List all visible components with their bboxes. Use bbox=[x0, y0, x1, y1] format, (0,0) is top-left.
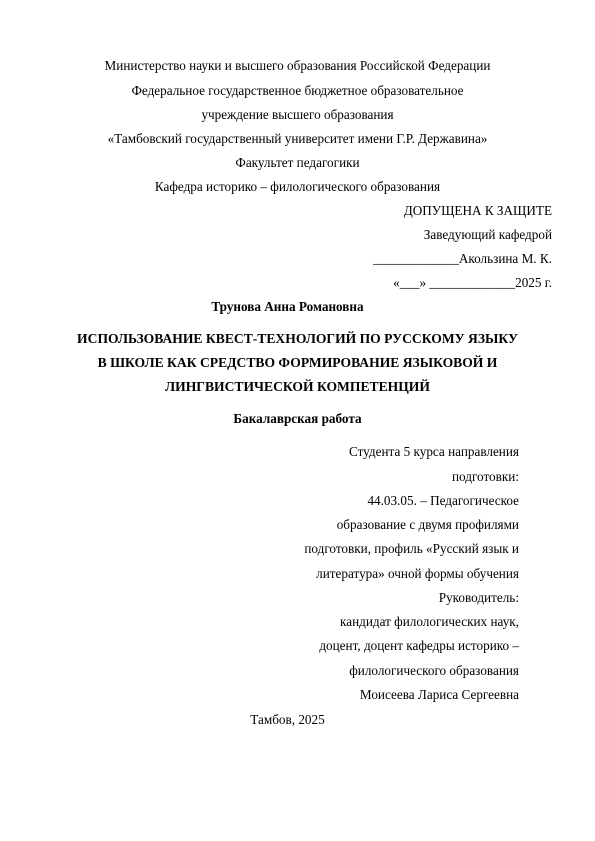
supervisor-label: Руководитель: bbox=[438, 590, 519, 605]
student-info-line-5: подготовки, профиль «Русский язык и bbox=[304, 541, 519, 556]
department-name: Кафедра историко – филологического образования bbox=[154, 179, 441, 194]
approval-date: «___» _____________2025 г. bbox=[393, 275, 552, 290]
institution-line-2: учреждение высшего образования bbox=[201, 107, 394, 122]
thesis-title-line-2: В ШКОЛЕ КАК СРЕДСТВО ФОРМИРОВАНИЕ ЯЗЫКОВОЙ И bbox=[97, 355, 498, 370]
ministry-line: Министерство науки и высшего образования Российской Федерации bbox=[104, 58, 491, 73]
student-info-line-1: Студента 5 курса направления bbox=[348, 444, 519, 459]
supervisor-degree: кандидат филологических наук, bbox=[340, 614, 519, 629]
thesis-title-line-1: ИСПОЛЬЗОВАНИЕ КВЕСТ-ТЕХНОЛОГИЙ ПО РУССКОМУ ЯЗЫКУ bbox=[77, 331, 518, 346]
supervisor-department: филологического образования bbox=[349, 663, 519, 678]
student-info-line-3: 44.03.05. – Педагогическое bbox=[367, 493, 519, 508]
student-info-line-4: образование с двумя профилями bbox=[336, 517, 519, 532]
supervisor-name: Моисеева Лариса Сергеевна bbox=[359, 687, 519, 702]
institution-line-1: Федеральное государственное бюджетное образовательное bbox=[131, 83, 464, 98]
university-name: «Тамбовский государственный университет имени Г.Р. Державина» bbox=[107, 131, 488, 146]
supervisor-position: доцент, доцент кафедры историко – bbox=[319, 638, 519, 653]
city-year: Тамбов, 2025 bbox=[250, 712, 325, 727]
department-head-signature: _____________Акользина М. К. bbox=[373, 251, 552, 266]
thesis-type: Бакалаврская работа bbox=[233, 411, 362, 426]
thesis-title-line-3: ЛИНГВИСТИЧЕСКОЙ КОМПЕТЕНЦИЙ bbox=[165, 379, 430, 394]
author-name: Трунова Анна Романовна bbox=[211, 299, 364, 314]
approval-status: ДОПУЩЕНА К ЗАЩИТЕ bbox=[403, 203, 552, 218]
student-info-line-2: подготовки: bbox=[451, 469, 519, 484]
student-info-line-6: литература» очной формы обучения bbox=[316, 566, 519, 581]
department-head-title: Заведующий кафедрой bbox=[423, 227, 552, 242]
faculty-name: Факультет педагогики bbox=[235, 155, 360, 170]
